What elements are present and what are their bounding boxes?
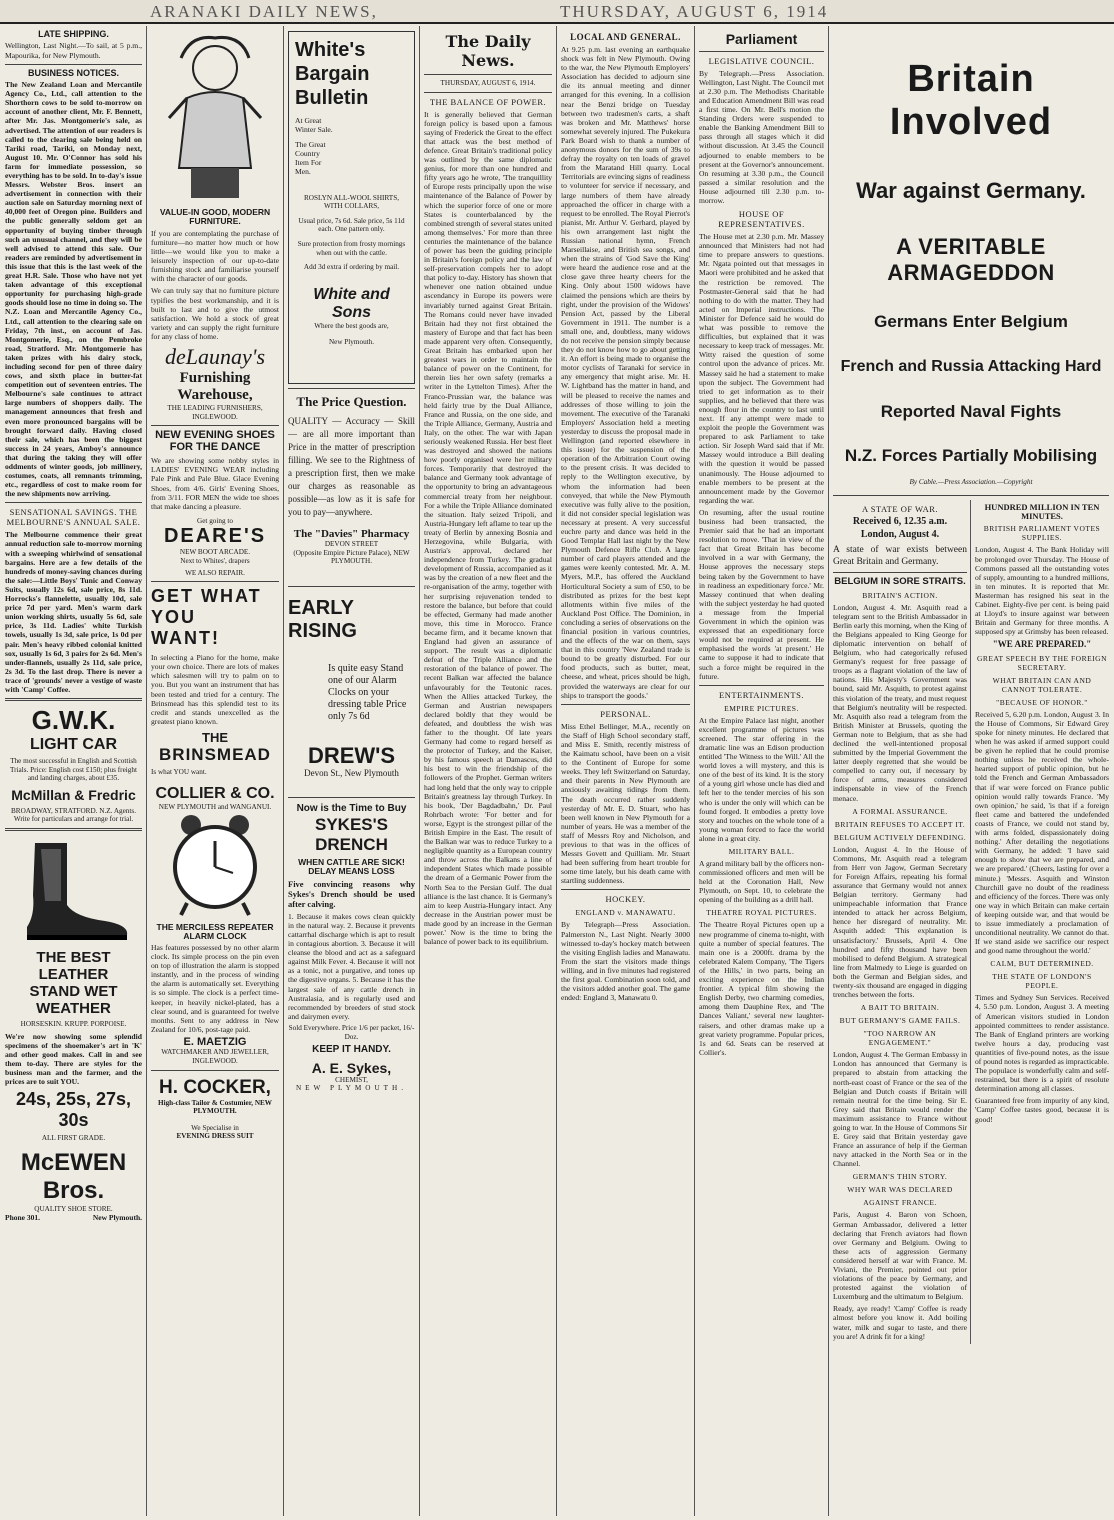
nz-forces-headline: N.Z. Forces Partially Mobilising bbox=[844, 446, 1098, 465]
balance-of-power-heading: THE BALANCE OF POWER. bbox=[429, 96, 547, 107]
collier-subtitle: NEW PLYMOUTH and WANGANUI. bbox=[158, 802, 272, 811]
masthead bbox=[0, 0, 1114, 24]
price-question-body: QUALITY — Accuracy — Skill — are all more important than Price in the matter of prescription filling. We see to the Rightness of a prescription first, then we make our charges as reasonable as possible—as low as it is safe for you to pay—anywhere. bbox=[288, 415, 415, 517]
whites-new-plymouth: New Plymouth. bbox=[328, 338, 375, 347]
deares-title: DEARE'S bbox=[163, 525, 267, 548]
naval-fights-headline: Reported Naval Fights bbox=[880, 402, 1062, 421]
great-speech-body: Received 5, 6.20 p.m. London, August 3. In the House of Commons, Sir Edward Grey spoke for ninety minutes. He declared that when he was asked if armed support could be given he replied that he could promise nothing unless he received the whole-hearted support of public opinion, but he told the French and German Ambassadors that if war were forced on France public opinion would rally towards France. 'My own opinion,' he said, 'is that if a foreign fleet came and battered the undefended coasts of France, we could not stand by, with arms folded, dispassionately doing nothing.' After detailing the negotiations with Germany, he added: 'I have said enough to show that we are prepared, and we are prepared.' (Cheers, lasting for over a minute.) 'Messrs. Asquith and Winston Churchill gave no doubt of the readiness and efficiency of the forces. There was only one way in which Britain can make certain of keeping outside war, and that would be to issue immediately a proclamation of unconditional neutrality. We cannot do that. If we stand aside we sacrifice our respect and good name throughout the world.' bbox=[975, 709, 1109, 956]
shipping-body: Wellington, Last Night.—To sail, at 5 p.m., Mapourika, for New Plymouth. bbox=[5, 41, 142, 60]
you: YOU bbox=[151, 607, 197, 628]
hockey-heading: HOCKEY. bbox=[605, 894, 646, 905]
column-1 bbox=[2, 26, 145, 1518]
sensational-savings-body: The Melbourne commence their great annual reduction sale to-morrow morning with a sweeping whirlwind of sensational bargains. Here are a few details of the hundreds of money-saving chances during the sale:—Little Boys' Tunic and Conway Suits, usually 12s 6d, sale price, 8s 11d. Horrocks's flannelette, usually 10d, sale price 7d per yard. Men's warm dark union working shirts, usually 5s 6d, sale price, 3s 11d. Ladies' white Turkish towels, usually 1s 3d, sale price, 1s 0d per pair. Men's heavy ribbed colonial knitted sox, usually 1s 6d, 3 pairs for 2s 6d. Men's under-flannels, usually 2s 11d, sale price, 2s 3d. To the last drop. There is never a trace of 'grounds' never a vestige of waste with 'Camp' Coffee. bbox=[5, 530, 142, 694]
camp-coffee-ad: Ready, aye ready! 'Camp' Coffee is ready almost before you know it. Add boiling water, milk and sugar to taste, and there you are! A drink fit for a king! bbox=[833, 1304, 967, 1341]
next-to-whites: Next to Whites', drapers bbox=[180, 557, 250, 565]
legislative-council-body: By Telegraph.—Press Association. Wellington, Last Night. The Council met at 2.30 p.m. The Methodists Charitable and Education Amendment Bill was read a first time. On Mr. Bell's motion the Standing Orders were suspended to enable the Banking Amendment Bill to pass through all stages which it did without discussion. At 3.45 the Council adjourned to enable members to be present at the Governor's announcement. On resuming at 3.30 p.m., the Council passed a similar resolution and the House adjourned till 2.30 p.m. to-morrow. bbox=[699, 68, 824, 205]
thin-story-body: Paris, August 4. Baron von Schoen, German Ambassador, delivered a letter declaring that French aviators had flown over Germany and Belgium. Owing to these acts of aggression Germany considered herself at war with France. M. Viviani, the Premier, pointed out prior violations of the peace by Germany, and protested against the violation of Luxemburg and the ultimatum to Belgium. bbox=[833, 1210, 967, 1302]
because-of-honor-heading: "BECAUSE OF HONOR." bbox=[996, 697, 1088, 707]
masthead-paper: ARANAKI DAILY NEWS, bbox=[150, 2, 378, 21]
devon-street: DEVON STREET bbox=[324, 540, 379, 549]
reasons-list: 1. Because it makes cows clean quickly in the natural way. 2. Because it prevents cattarrhal discharge which is apt to result in contagious abortion. 3. Because it will cleanse the blood and act as a safeguard against Milk Fever. 4. Because it will not as a tonic, not a purgative, and tones up the digestive organs. 5. Because it has the largest sale of any cattle drench in Australasia, and is regularly used and recommended by breeders of stud stock and dairymen every. bbox=[288, 911, 415, 1021]
formal-assurance-heading: A FORMAL ASSURANCE. bbox=[852, 806, 948, 816]
first-grade: ALL FIRST GRADE. bbox=[41, 1134, 106, 1143]
drews-subtitle: Devon St., New Plymouth bbox=[304, 767, 399, 778]
received-time: Received 6, 12.35 a.m. bbox=[852, 515, 948, 527]
britains-action-heading: BRITAIN'S ACTION. bbox=[862, 590, 938, 600]
also-repair: WE ALSO REPAIR. bbox=[185, 568, 245, 577]
hockey-body: By Telegraph—Press Association. Palmerston N., Last Night. Nearly 3000 witnessed to-day's hockey match between the visiting English ladies and Manawatu. From the start the visitors made things willing, and in five minutes had registered the first goal. Combination soon told, and the visitors added another goal. The game ended: England 3, Manawatu 0. bbox=[561, 920, 690, 1003]
hundred-million-heading: HUNDRED MILLION IN TEN MINUTES. bbox=[984, 501, 1100, 521]
masthead-date: THURSDAY, AUGUST 6, 1914 bbox=[560, 2, 829, 21]
maetzig-subtitle: WATCHMAKER AND JEWELLER, INGLEWOOD. bbox=[161, 1048, 269, 1066]
military-ball-body: A grand military ball by the officers non-commissioned officers and men will be held at the Coronation Hall, New Plymouth, on Sept. 10, to celebrate the opening of the building as a drill hall. bbox=[699, 859, 824, 905]
column-5 bbox=[558, 26, 693, 1518]
specialise: We Specialise in bbox=[191, 1123, 239, 1132]
best-leather-heading: THE BEST LEATHER bbox=[36, 949, 111, 984]
early-rising-body: Is quite easy Stand one of our Alarm Clocks on your dressing table Price only 7s 6d bbox=[328, 662, 407, 722]
britain-involved-headline: Britain Involved bbox=[889, 58, 1053, 143]
keep-it-handy: KEEP IT HANDY. bbox=[312, 1044, 391, 1056]
theatre-royal-body: The Theatre Royal Pictures open up a new programme of cinema to-night, with quite a number of special features. The main one is a 2000ft. drama by the celebrated Kalem Company, 'The Tigers of the Hills,' in two parts, being an exciting experience on the Indian frontier. A typical film showing the English Derby, two charming comedies, among them Dauphine Rex, and 'The Dances Valiant,' several new laughter-raisers, and other dramas make up a great variety programme. Popular prices, 1s and 6d. Seats can be reserved at Collier's. bbox=[699, 920, 824, 1057]
sykes-drench: SYKES'S DRENCH bbox=[314, 814, 388, 854]
leading-furnishers: THE LEADING FURNISHERS, INGLEWOOD. bbox=[167, 403, 263, 421]
delaunay-title: deLaunay's bbox=[164, 343, 266, 369]
collier-title: COLLIER & CO. bbox=[155, 784, 275, 802]
house-heading: HOUSE OF REPRESENTATIVES. bbox=[718, 209, 805, 230]
belgium-straits-heading: BELGIUM IN SORE STRAITS. bbox=[834, 575, 966, 587]
calm-determined-body: Times and Sydney Sun Services. Received 4, 5.50 p.m. London, August 3. A meeting of American visitors studied in London appointed committees to render assistance. The Bank of England printers are working twelve hours a day, producing vast quantities of five-pound notes, as the issue of pound notes is regarded as impracticable. The populace is wonderfully calm and self-restrained, but there is a spirit of resolute determination among all classes. bbox=[975, 993, 1109, 1094]
maetzig-title: E. MAETZIG bbox=[183, 1035, 247, 1048]
shipping-heading: LATE SHIPPING. bbox=[38, 29, 109, 39]
narrow-heading: "TOO NARROW AN ENGAGEMENT." bbox=[863, 1029, 937, 1048]
war-against-germany-headline: War against Germany. bbox=[856, 178, 1086, 203]
votes-supplies-heading: BRITISH PARLIAMENT VOTES SUPPLIES. bbox=[983, 524, 1101, 543]
why-war-heading: WHY WAR WAS DECLARED bbox=[847, 1185, 953, 1195]
chemist: CHEMIST, bbox=[335, 1075, 368, 1084]
great-country-item: The Great Country Item For Men. bbox=[295, 140, 326, 177]
belgium-defending-heading: BELGIUM ACTIVELY DEFENDING. bbox=[833, 832, 967, 842]
bulletin-title: Bulletin bbox=[295, 87, 369, 109]
furniture-caption-1: VALUE-IN GOOD, MODERN bbox=[159, 207, 271, 217]
local-general-heading: LOCAL AND GENERAL. bbox=[570, 32, 681, 42]
add-3d: Add 3d extra if ordering by mail. bbox=[303, 263, 400, 272]
boot-arcade: NEW BOOT ARCADE. bbox=[179, 548, 251, 557]
evening-shoes-body: We are showing some nobby styles in LADIES' EVENING WEAR including Pale Pink and Pale Blue. Glace Evening Shoes, from 4/6. Girls' Evening Shoes, from 3/11. FOR MEN the wide toe shoes that make dancing a pleasure. bbox=[151, 456, 279, 511]
bargain-title: Bargain bbox=[295, 63, 370, 85]
davies-pharmacy: The "Davies" Pharmacy bbox=[293, 527, 410, 540]
daily-news-date: THURSDAY, AUGUST 6, 1914. bbox=[440, 79, 536, 87]
whites-title: White's bbox=[295, 39, 366, 61]
belgium-defending-body: London, August 4. In the House of Commons, Mr. Asquith read a telegram from Herr von Jagow, German Secretary for Foreign Affairs, repeating his formal assurance that Germany would not annex Belgian territory. Germany had unimpeachable information that France intended to attack her across Belgium, hence her disregard of neutrality. Mr. Asquith added: 'This explanation is unsatisfactory.' Brussels, April 4. One hundred and fifty thousand have been mobilised to defend Belgium. A strategical line from Malmedy to Liege is guarded on both the German and Belgian sides, and twenty-six thousand are engaged in digging trenches between the forts. bbox=[833, 844, 967, 1000]
column-4 bbox=[421, 26, 555, 1518]
legislative-council-heading: LEGISLATIVE COUNCIL. bbox=[708, 55, 815, 66]
cattle-sick: WHEN CATTLE ARE SICK! DELAY MEANS LOSS bbox=[298, 856, 405, 876]
davies-opposite: (Opposite Empire Picture Palace), NEW PLYMOUTH. bbox=[293, 548, 410, 566]
get-what: GET WHAT bbox=[151, 586, 262, 607]
bait-heading: A BAIT TO BRITAIN. bbox=[860, 1003, 940, 1013]
empire-pictures-heading: EMPIRE PICTURES. bbox=[724, 703, 799, 713]
roslyn-shirts: ROSLYN ALL-WOOL SHIRTS, WITH COLLARS, bbox=[303, 193, 399, 211]
price-question-title: The Price Question. bbox=[296, 393, 407, 409]
military-ball-heading: MILITARY BALL. bbox=[728, 847, 795, 856]
column-3 bbox=[285, 26, 418, 1518]
dance-heading: FOR THE DANCE bbox=[169, 440, 261, 453]
entertainments-heading: ENTERTAINMENTS. bbox=[719, 689, 804, 700]
gwk-subtitle: LIGHT CAR bbox=[29, 736, 118, 754]
we-are-prepared-heading: "WE ARE PREPARED." bbox=[992, 639, 1092, 650]
column-2 bbox=[148, 26, 282, 1518]
evening-shoes-heading: NEW EVENING SHOES bbox=[155, 429, 275, 442]
is-what-you-want: Is what YOU want. bbox=[151, 767, 207, 776]
guaranteed-coffee-ad: Guaranteed free from impurity of any kind, 'Camp' Coffee tastes good, because it is good! bbox=[975, 1096, 1109, 1124]
want: WANT! bbox=[151, 628, 220, 649]
parliament-heading: Parliament bbox=[725, 31, 798, 47]
personal-body: Miss Ethel Bellinger, M.A., recently on the Staff of High School secondary staff, and Miss E. Smith, recently mistress of the Kaimatu school, have been on a visit to the Continent of Europe for some weeks. They left Switzerland on Saturday, and their parents in New Plymouth are anxiously awaiting tidings from them. The death occurred rather suddenly yesterday of Mr. E. D. Stuart, who has been well known in New Plymouth for a number of years. He was a member of the staff of Messrs Roy and Nicholson, and previous to that was in the offices of Messrs Govett and Quilliam. Mr. Stuart had been suffering from heart trouble for some time lately, but his death came with startling suddenness. bbox=[561, 721, 690, 886]
thin-story-heading: GERMAN'S THIN STORY. bbox=[852, 1172, 948, 1182]
now-is-time: Now is the Time to Buy bbox=[296, 803, 407, 815]
early-rising: EARLY RISING bbox=[288, 596, 357, 642]
empire-pictures-body: At the Empire Palace last night, another excellent programme of pictures was screened. The star offering in the dramatic line was an Edison production entitled 'The Witness to the Will.' All the world loves a will mystery, and this is one of the best of its kind. It is the story of a young girl whose uncle has died and left her to the tender mercies of his son who is under the only will which can be found forged. It embodies a pretty love story and touches on the whole tone of a young woman forced to face the world alone in a great city. bbox=[699, 715, 824, 843]
gwk-title: G.W.K. bbox=[31, 705, 116, 736]
cocker-title: H. COCKER, bbox=[159, 1076, 271, 1098]
personal-heading: PERSONAL. bbox=[600, 708, 651, 719]
armageddon-headline: A VERITABLE ARMAGEDDON bbox=[887, 234, 1055, 285]
wet-weather-heading: STAND WET WEATHER bbox=[29, 983, 118, 1018]
local-general-body: At 9.25 p.m. last evening an earthquake shock was felt in New Plymouth. Owing to the war, the New Plymouth Employers' Association has decided to adjourn sine die its annual meeting and dinner arranged for this evening. In a collision near the Benzi bridge on Tuesday between two tradesmen's carts, a shaft was broken and Mr. Matthews' horse somewhat severely injured. The Pukekura Park Board wish to thank a number of anonymous donors for the sum of 39s to defray the royalty on ten loads of gravel from the Maratand Hill quarry. Local Territorials are evincing signs of readiness to volunteer for service if necessary, and large numbers of them have already approached the officer in charge with a request to be enrolled. The Royal Pierrot's pianist, Mr. Arthur V. Gerhard, played by his own arrangement last night the Russian national hymn, French Marseillaise, and British sea songs, and when the strains of 'God Save the King' were heard the audience rose and at the close gave three hearty cheers for the King. Only about 1500 widows have claimed the pensions which are theirs by right, under the provision of the Widows' Pension Act, passed by the Liberal Government in 1911. The number is a small one, and, doubtless, many widows do not receive the pension simply because they do not know how to go about getting it. An effort is being made to organise the motor cyclists of Taranaki for service in any emergency that might arise. Mr. H. W. Lightband has the matter in hand, and will be pleased to receive the names and addresses of those willing to join the movement. The executive of the Taranaki Employers' Association held a meeting yesterday to discuss the proposal made in Wellington (and reported elsewhere in this issue) for the suspension of the operation of the Arbitration Court owing to the present crisis. It was decided to reply to the Wellington executive, by whom the information had been conveyed, that while the New Plymouth executive was fully alive to the position, it did not consider special legislation was necessary at present. A very successful euchre party and dance was held in the Good Templar Hall last night by the New Plymouth Defence Rifle Club. A large number of card players attended and the games were keenly contested. Mr. A. M. Myers, M.P., has offered the Auckland Horticultural Society a sum of £50, to be distributed as prizes for the best kept allotments within five miles of the Auckland Post Office. The Dominion, in concluding a series of observations on the financial position in various countries, and the effects of the war on them, says that in this country 'New Zealand trade is bound to be greatly disturbed. For our food products, such as butter, meat, cheese, and wheat, prices should be high, provided the waterways are clear for our ships to transport the goods.' bbox=[561, 45, 690, 700]
war-right-column bbox=[975, 500, 1109, 1344]
get-going: Get going to bbox=[197, 516, 233, 525]
sure-protection: Sure protection from frosty mornings when out with the cattle. bbox=[297, 239, 406, 257]
furnishing-warehouse: Furnishing Warehouse, bbox=[177, 369, 253, 403]
london-date: London, August 4. bbox=[860, 529, 940, 541]
boot-icon bbox=[5, 835, 141, 945]
bait-body: London, August 4. The German Embassy in London has announced that Germany is prepared to abstain from attacking the north-east coast of France or the sea of the Belgian and Dutch coasts if Britain will remain neutral for the time being. Sir E. Grey said that Britain would render the maximum assistance to France without going to war. In the House of Commons Sir E. Grey said that Britain yesterday gave France an assurance of help if the German navy attacked in the North Sea or in the Channel. bbox=[833, 1050, 967, 1169]
daily-news-title: The Daily News. bbox=[445, 32, 531, 70]
furniture-figure-icon bbox=[151, 28, 279, 208]
sykes-new-plymouth: NEW PLYMOUTH. bbox=[295, 1084, 408, 1093]
repeater-clock-heading: THE MERCILESS REPEATER ALARM CLOCK bbox=[156, 922, 274, 942]
white-and-sons: White and Sons bbox=[313, 285, 390, 321]
house-body-2: On resuming, after the usual routine business had been transacted, the Premier said that he had an important resolution to move. 'That in view of the fact that Great Britain has become involved in a war with Germany, the House approves the necessary steps being taken by the Government to have in readiness an expeditionary force.' Mr. Massey continued that when dealing with the subject yesterday he had quoted a message from the Imperial Government in which the opinion was expressed that an expeditionary force would not be required at present. He emphasised the words 'at present.' He came to suppose it had to indicate that such a force might be required in the future. bbox=[699, 507, 824, 681]
game-fails-heading: BUT GERMANY'S GAME FAILS. bbox=[839, 1016, 961, 1026]
mcewen-phone: Phone 301. bbox=[5, 1213, 41, 1223]
five-reasons: Five convincing reasons why Sykes's Drench should be used after calving. bbox=[288, 878, 415, 909]
business-notices-heading: BUSINESS NOTICES. bbox=[27, 67, 119, 78]
cable-credit: By Cable.—Press Association.—Copyright bbox=[909, 478, 1033, 486]
war-left-column bbox=[833, 500, 971, 1344]
hockey-subheading: ENGLAND v. MANAWATU. bbox=[575, 908, 676, 918]
against-france-heading: AGAINST FRANCE. bbox=[863, 1198, 937, 1208]
drews-title: DREW'S bbox=[307, 742, 396, 768]
evening-dress-suit: EVENING DRESS SUIT bbox=[176, 1132, 254, 1141]
germans-enter-belgium-headline: Germans Enter Belgium bbox=[874, 312, 1068, 331]
belgium-body: London, August 4. Mr. Asquith read a telegram sent to the British Ambassador in Berlin early this morning, when the King of the Belgians appealed to King George for diplomatic intervention on behalf of Belgium, who had categorically refused Germany's request for free passage of troops as a flagrant violation of the law of nations. His Majesty's Government was bound, said Mr. Asquith, to protest against this violation of the treaty, and must request that Belgium's neutrality will be respected. Mr. Asquith also read a telegram from the British Minister at Brussels, quoting the German note to Belgium, that as she had declined the well-intentioned proposal submitted by the Imperial Government the latter deeply regretted that she would be compelled to carry out, if necessary by force of arms, measures considered indispensable in view of the French menace. bbox=[833, 602, 967, 803]
gwk-body: The most successful in English and Scottish Trials. Price: English cost £150; plus freight and landing charges, about £35. bbox=[10, 757, 137, 783]
sold-everywhere: Sold Everywhere. Price 1/6 per packet, 16/- Doz. bbox=[288, 1023, 415, 1041]
cocker-subtitle: High-class Tailor & Costumier, NEW PLYMOUTH. bbox=[157, 1098, 272, 1116]
calm-determined-heading: CALM, BUT DETERMINED. bbox=[990, 959, 1094, 969]
furniture-body-1: If you are contemplating the purchase of furniture—no matter how much or how little—we would like you to make a leisurely inspection of our up-to-date furnishing stock and familiarise yourself with the character of our goods. bbox=[151, 228, 279, 284]
best-goods: Where the best goods are, bbox=[314, 321, 389, 330]
usual-price: Usual price, 7s 6d. Sale price, 5s 11d each. One pattern only. bbox=[298, 216, 405, 234]
whites-bulletin-box bbox=[288, 31, 415, 384]
mcmillan-body: BROADWAY, STRATFORD. N.Z. Agents. Write for particulars and arrange for trial. bbox=[11, 806, 136, 824]
column-7 bbox=[830, 26, 1112, 1518]
sensational-savings-heading: SENSATIONAL SAVINGS. THE MELBOURNE'S ANNUAL SALE. bbox=[6, 507, 141, 528]
great-speech-heading: GREAT SPEECH BY THE FOREIGN SECRETARY. bbox=[976, 653, 1108, 672]
the-label: THE bbox=[202, 729, 228, 745]
brinsmead-title: BRINSMEAD bbox=[159, 744, 271, 764]
state-of-war-body: A state of war exists between Great Britain and Germany. bbox=[833, 544, 967, 567]
tolerate-heading: WHAT BRITAIN CAN AND CANNOT TOLERATE. bbox=[992, 675, 1092, 694]
business-notices-body: The New Zealand Loan and Mercantile Agency Co., Ltd., call attention to the Shorthorn cows to be sold to-morrow on account of another client, Mr. F. Bennett, after Mr. Jas. Montgomerie's sale, as advertised. The attention of our readers is called to the clearing sale being held on Tariki road, Tariki, on Monday next, August 10. Mr. O'Connor has sold his farm for immediate possession, so everything has to be sold. In to-day's issue Messrs. Webster Bros. insert an advertisement in connection with their auction sale on Saturday morning next of 40,000 feet of Oregon pine. Builders and the public generally seldom get an opportunity of buying timber through such an unusual channel, and they will be well advised to attend this sale. Our readers are reminded by advertisement in this issue that this is the last week of the great H.R. Sale. Those who have not yet taken advantage of this exceptional opportunity for purchasing high-grade goods should lose no time in doing so. The N.Z. Loan and Mercantile Agency Co., Ltd., call attention to the clearing sale on Friday, 7th inst., on account of Jas. Montgomerie, Esq., on the Pembroke road, Stratford. Mr. Montgomerie has taken prizes with his dairy stock, including second for pen of three dairy cows, and sixth place in butter-fat competition out of seventeen entries. The Melbourne's sale continues to attract large numbers of shoppers daily. The management announces that fresh and even more pronounced bargains will be brought forward daily. Having closed their sale, which has been the biggest success in 24 years, Amboy's announce that during the taking they will offer oddments of winter goods, job millinery, costumes, coats, all remnants trimming, etc., regardless of cost to make room for the new shipments now arriving. bbox=[5, 80, 142, 499]
alarm-clock-icon bbox=[151, 811, 279, 921]
mcewen-title: McEWEN Bros. bbox=[20, 1148, 127, 1204]
state-of-war-heading: A STATE OF WAR. bbox=[861, 503, 939, 514]
mcewen-town: New Plymouth. bbox=[92, 1213, 142, 1223]
french-russia-headline: French and Russia Attacking Hard bbox=[840, 358, 1102, 375]
house-body: The House met at 2.30 p.m. Mr. Massey announced that Ministers had not had time to prepare answers to questions. Mr. Ngata pointed out that messages in Maori were prohibited and he asked that the restriction be removed. The Postmaster-General said that he had nothing to do with the matter. They had acted on Imperial instructions. The Minister for Defence said he would do what was possible to remove the difficulties, but explained that it was necessary to keep track of messages. Mr. Witty raised the question of some control upon the advance of prices. Mr. Massey said he had a statement to make upon the subject. The Government had tried to get information as to their supplies, and he believed that there was enough flour in the country to last until next. If any attempt were made to exploit the people the Government was prepared to ask Parliament to take action. Sir Joseph Ward said that if Mr. Massey would introduce a Bill dealing with the question it would be passed unanimously. The House adjourned to enable members to be present at the announcement made by the Governor regarding the war. bbox=[699, 232, 824, 505]
votes-supplies-body: London, August 4. The Bank Holiday will be prolonged over Thursday. The House of Commons passed all the outstanding votes of supply, amounting to a hundred millions, in ten minutes. It is reported that Mr. Masterman has resigned his seat in the Cabinet. Eighty-five per cent. is being paid at Lloyd's to insure against war between Britain and Germany for three months. A supposed spy at Grimsby has been released. bbox=[975, 545, 1109, 637]
leather-types: HORSESKIN. KRUPP. PORPOISE. bbox=[20, 1020, 127, 1029]
furniture-caption-2: FURNITURE. bbox=[189, 215, 241, 226]
london-people-heading: THE STATE OF LONDON'S PEOPLE. bbox=[992, 972, 1092, 991]
column-6 bbox=[696, 26, 827, 1518]
ae-sykes: A. E. Sykes, bbox=[311, 1059, 392, 1076]
leather-body: We're now showing some splendid specimens of the shoemaker's art in 'K' and other good makes. Call in and see them to-day. There are styles for the business man and the farmer, and the prices are to suit YOU. bbox=[5, 1031, 142, 1087]
great-winter-sale: At Great Winter Sale. bbox=[295, 116, 333, 135]
shoe-prices: 24s, 25s, 27s, 30s bbox=[15, 1089, 132, 1131]
repeater-clock-body: Has features possessed by no other alarm clock. Its simple process on the pin even on top of illustration the alarm is stopped instantly, and in the process of winding the alarm is automatically set. Everything is so simple. The clock is a perfect time-keeper, in heavily nickel-plated, has a clear sound, and is guaranteed for twelve months. Sent to any address in New Zealand for 10/6, post-tage paid. bbox=[151, 942, 279, 1034]
britain-refuses-heading: BRITAIN REFUSES TO ACCEPT IT. bbox=[834, 819, 966, 829]
furniture-body-2: We can truly say that no furniture picture typifies the best workmanship, and it is built to last and to give the utmost satisfaction. We hold a stock of great variety and can supply the right furniture for any class of home. bbox=[151, 286, 279, 341]
mcmillan-title: McMillan & Fredric bbox=[11, 786, 136, 803]
piano-body: In selecting a Piano for the home, make your own choice. There are lots of makes which salesmen will try to palm on to you. But you want an instrument that has been tested and tried for a century. The Brinsmead has this splendid test to its credit and stands unexcelled as the greatest piano known. bbox=[151, 653, 279, 726]
theatre-royal-heading: THEATRE ROYAL PICTURES. bbox=[706, 908, 817, 918]
balance-of-power-body: It is generally believed that German foreign policy is based upon a famous saying of Frederick the Great to the effect that attack was the best method of defence. Great Britain's traditional policy was outlined by the same diplomatic genius, for more than one hundred and fifty years ago he wrote, 'The tranquillity of Europe rests principally upon the wise maintenance of the Balance of Power by which the superior force of one or more States is counterbalanced by the combined strength of several states united among themselves.' For more than three centuries the maintenance of the balance of power has been the guiding principle in Britain's foreign policy and the law of self-preservation compels her to adopt that policy to-day. History has shown that whenever one nation obtained undue ascendancy in Europe its powers were invariably turned against Great Britain. The Romans could never have invaded Britain had they not first obtained the mastery of Europe and that fact has been made apparent very often. Consequently, Great Britain has embarked upon her greatest wars in order to maintain the balance of power on the Continent, for therein lies her own safety (remarks a writer in the Lyttelton Times). After the Franco-Prussian war, the balance was held fairly true by the Dual Alliance, France and Russia, on the one side, and the Triple Alliance, Germany, Austria and Italy, on the other. The war with Japan seriously weakened Russia. Her best fleet was destroyed and showed the nations how poorly organised were her military forces. Temporarily that destroyed the balance and Germany took advantage of the opportunity to bring an advantageous commercial treaty from her neighbour. For a while the Triple Alliance dominated the situation. Italy seized Tripoli, and Austria-Hungary left aflame to tear up the treaty of Berlin by annexing Bosnia and Herzegovina, while Bulgaria, with Austria's approval, declared her independence from Turkey. The gradual development of Russia, accompanied as it was by the creation of a new fleet and the re-organisation of the army, together with her surprising rejuvenation tended to restore the balance, but before that could be effected, Germany had made another move, this time in Morocco. France became firm, and it became known that England had given an assurance of support. The result was a diplomatic defeat of the Triple Alliance and the restoration of the balance of power. The recent Balkan war affected the balance unfavourably for the Teutonic races. When the Allies attacked Turkey, the German and Austrian newspapers declared boldly that they would be defeated, and doubtless the wish was father to the thought. Of late years Germany had come to regard herself as the protector of Turkey, and the Kaiser, by his famous speech at Damascus, did his best to win the friendship of the followers of the Prophet. German writers had long held that the only way to cripple Britain's greatness lay through Turkey. In his book, 'Der Bagdadbahn,' Dr. Paul Rohrbach wrote: 'For better and for worse, Egypt is the strongest pillar of the British Empire in the East. The result of the Balkan war was to reduce Turkey to a negligible quantity as a European country and throw across the Balkans a line of independent States which made possible the dream of a Germanic Power from the North Sea to the Persian Gulf. The dual alliance is the last chance. It is Germany's aim to keep Austria-Hungary intact. Any decrease in the Austrian power must be made good by an increase in the German power.' Now is the time to bring the balance of power back to its equilibrium. bbox=[424, 109, 552, 947]
mcewen-subtitle: QUALITY SHOE STORE. bbox=[34, 1204, 113, 1213]
